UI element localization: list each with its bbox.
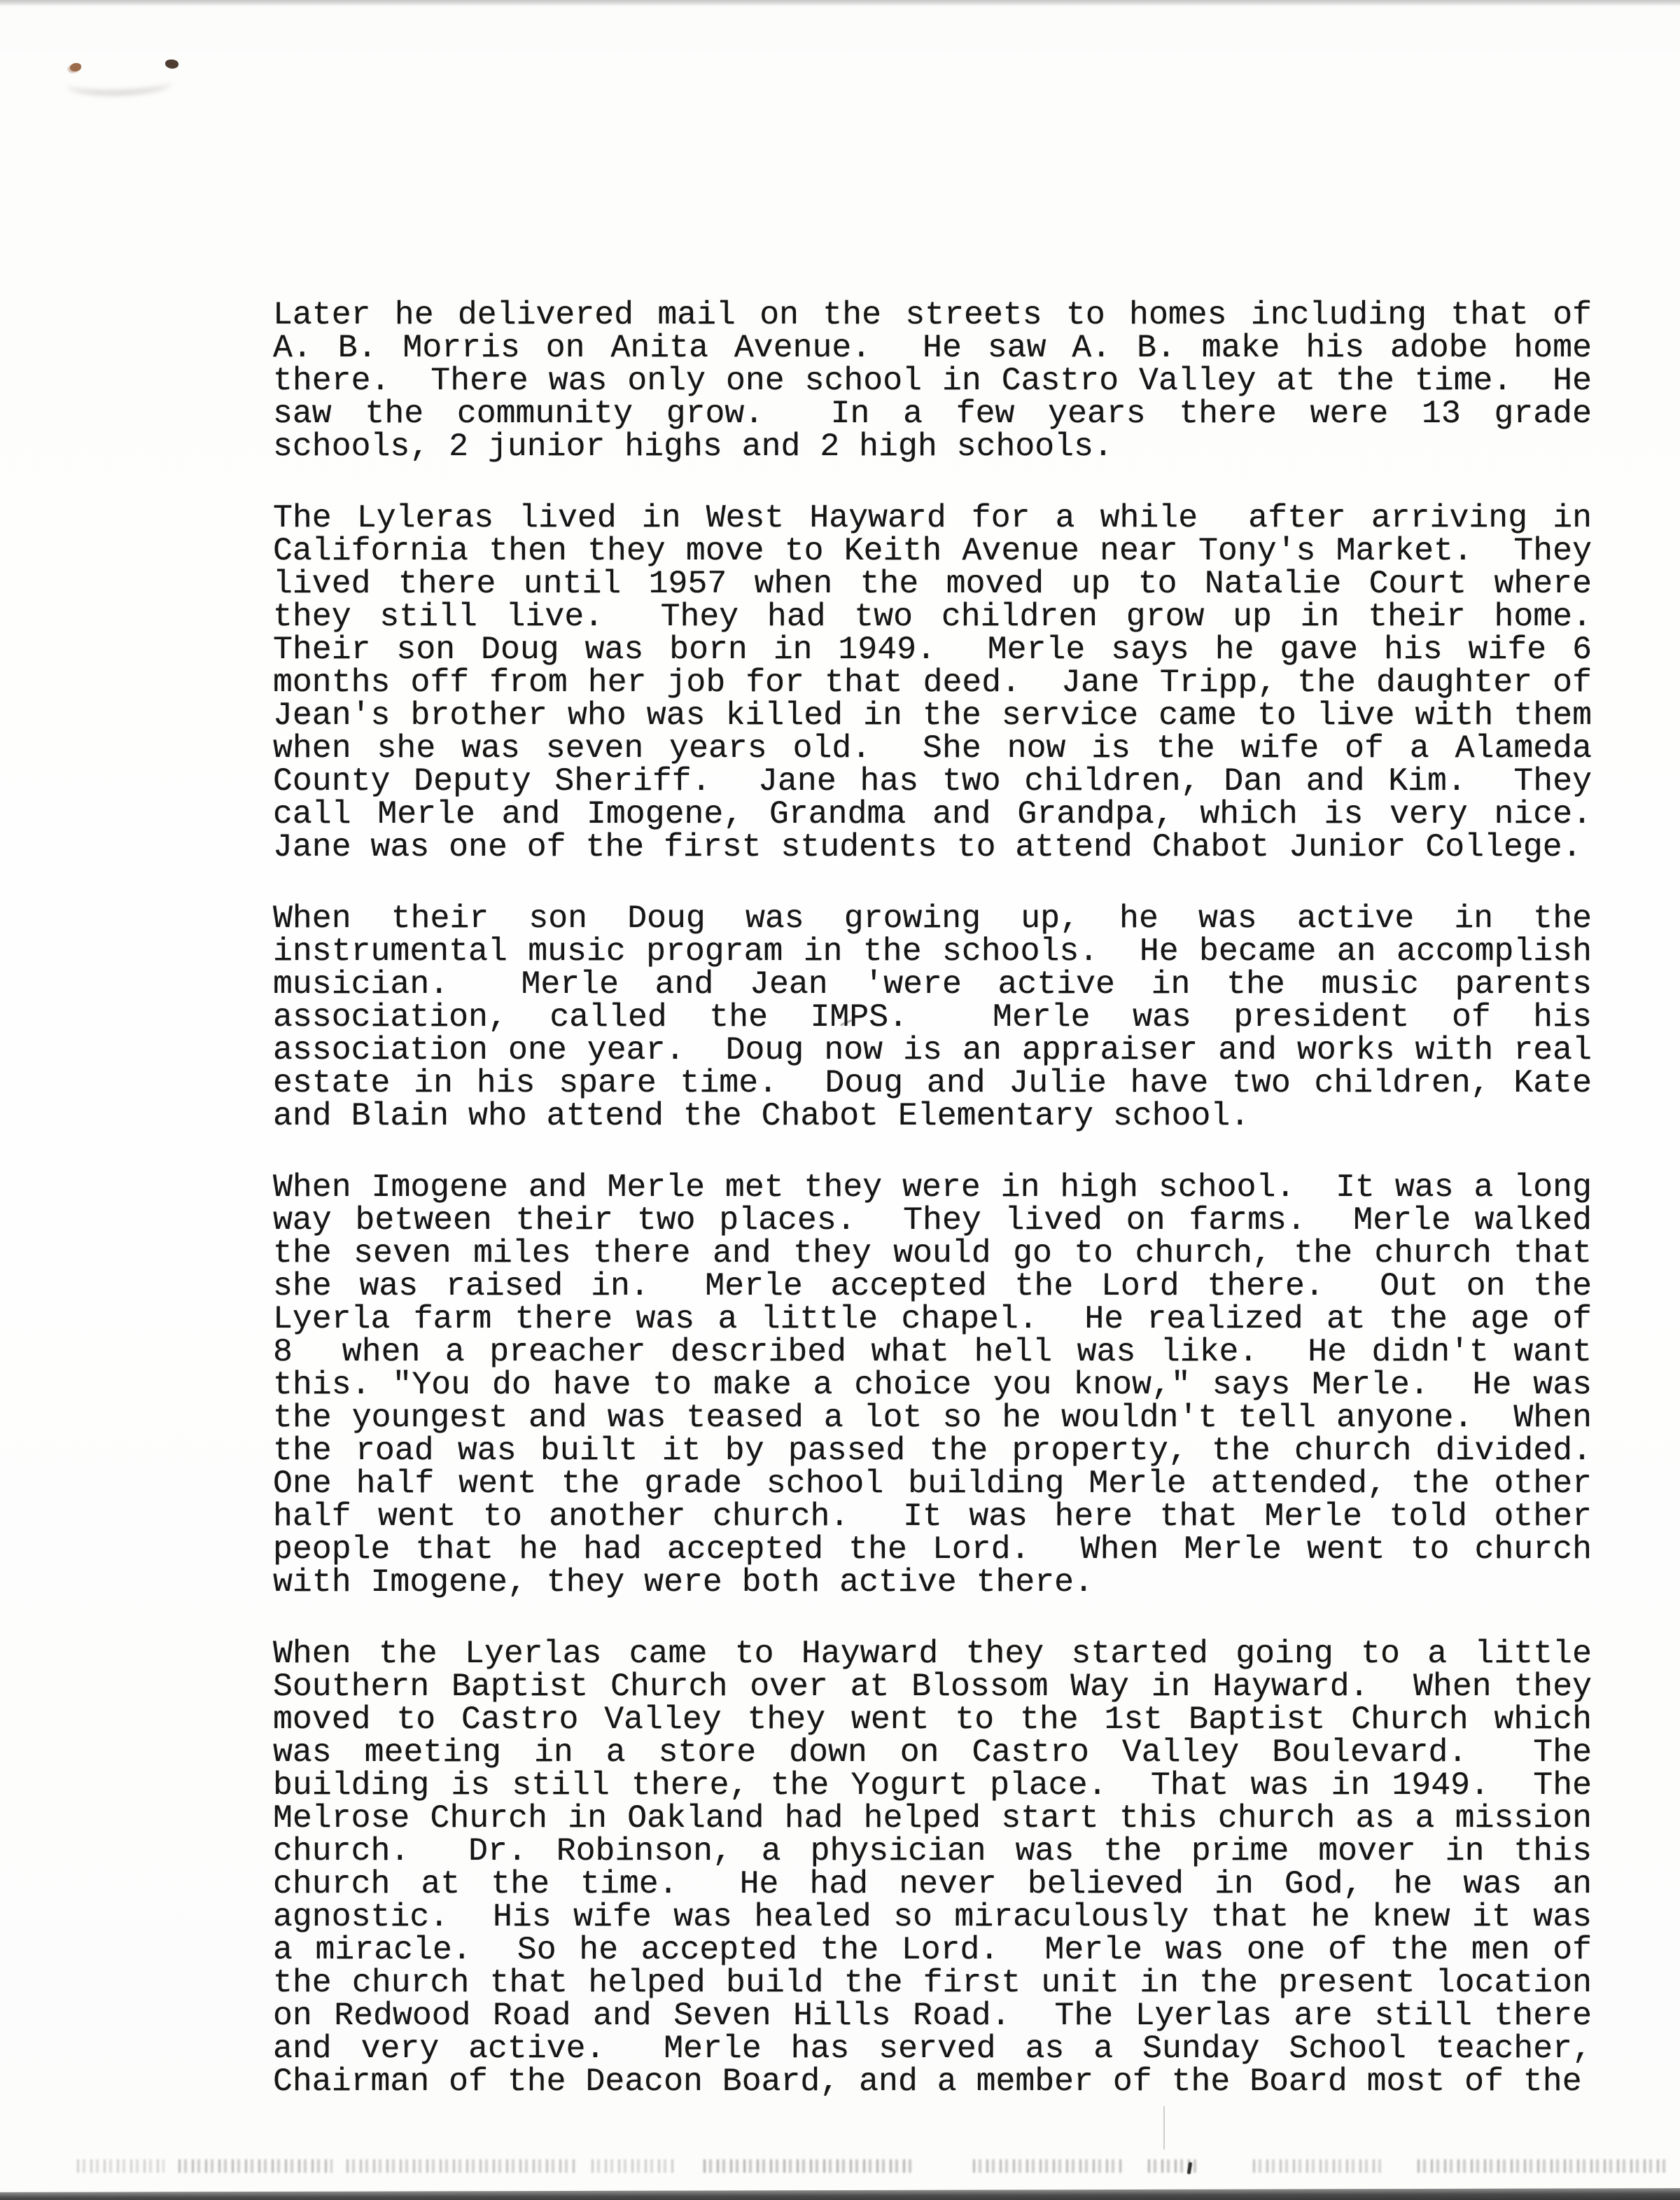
text-line: call Merle and Imogene, Grandma and Grandpa, which is very nice. (273, 795, 1592, 833)
smudge-segment (592, 2159, 676, 2173)
text-line: schools, 2 junior highs and 2 high schools. (273, 428, 1113, 465)
text-line: When Imogene and Merle met they were in high school. It was a long (273, 1169, 1592, 1206)
text-line: way between their two places. They lived on farms. Merle walked (273, 1202, 1592, 1239)
text-line: on Redwood Road and Seven Hills Road. The Lyerlas are still there (273, 1997, 1592, 2034)
text-line: the seven miles there and they would go to church, the church that (273, 1234, 1592, 1272)
text-line: saw the community grow. In a few years there were 13 grade (273, 395, 1592, 432)
text-line: and Blain who attend the Chabot Elementary school. (273, 1097, 1250, 1134)
text-line: this. "You do have to make a choice you know," says Merle. He was (273, 1366, 1592, 1403)
paragraph (273, 1637, 1592, 2098)
text-line: they still live. They had two children grow up in their home. (273, 598, 1592, 635)
typewritten-text-block (273, 298, 1592, 2098)
text-line: The Lyleras lived in West Hayward for a while after arriving in (273, 499, 1592, 536)
text-line: Jean's brother who was killed in the service came to live with them (273, 697, 1592, 734)
smudge-segment (178, 2159, 332, 2173)
text-line: instrumental music program in the schools. He became an accomplish (273, 933, 1592, 970)
smudge-segment (346, 2159, 578, 2173)
scan-scratch (1163, 2106, 1165, 2150)
text-line: Their son Doug was born in 1949. Merle says he gave his wife 6 (273, 631, 1592, 668)
smudge-segment (1253, 2159, 1382, 2173)
text-line: building is still there, the Yogurt place. That was in 1949. The (273, 1767, 1592, 1804)
text-line: the road was built it by passed the property, the church divided. (273, 1432, 1592, 1469)
scan-edge-top (0, 0, 1680, 6)
text-line: was meeting in a store down on Castro Valley Boulevard. The (273, 1734, 1592, 1771)
text-line: Chairman of the Deacon Board, and a member of the Board most of the (273, 2063, 1582, 2100)
text-line: County Deputy Sheriff. Jane has two children, Dan and Kim. They (273, 763, 1592, 800)
scan-edge-bottom (0, 2188, 1680, 2200)
paragraph (273, 1171, 1592, 1599)
text-line: half went to another church. It was here that Merle told other (273, 1498, 1592, 1535)
smudge-segment (77, 2159, 164, 2173)
text-line: estate in his spare time. Doug and Julie have two children, Kate (273, 1064, 1592, 1101)
text-line: Melrose Church in Oakland had helped start this church as a mission (273, 1799, 1592, 1837)
ink-speck (165, 60, 178, 69)
text-line: association, called the IMPS. Merle was president of his (273, 998, 1592, 1036)
paragraph (273, 501, 1592, 863)
text-line: the church that helped build the first unit in the present location (273, 1964, 1592, 2001)
text-line: the youngest and was teased a lot so he wouldn't tell anyone. When (273, 1399, 1592, 1436)
text-line: people that he had accepted the Lord. When Merle went to church (273, 1531, 1592, 1568)
text-line: and very active. Merle has served as a Sunday School teacher, (273, 2030, 1592, 2067)
text-line: lived there until 1957 when the moved up to Natalie Court where (273, 565, 1592, 602)
text-line: Jane was one of the first students to attend Chabot Junior College. (273, 828, 1582, 865)
ink-speck (70, 63, 81, 71)
text-line: California then they move to Keith Avenue near Tony's Market. They (273, 532, 1592, 569)
text-line: there. There was only one school in Castro Valley at the time. He (273, 362, 1592, 399)
text-line: with Imogene, they were both active there. (273, 1564, 1093, 1601)
smudge-segment (1418, 2159, 1670, 2173)
text-line: One half went the grade school building Merle attended, the other (273, 1465, 1592, 1502)
text-line: musician. Merle and Jean 'were active in the music parents (273, 966, 1592, 1003)
text-line: when she was seven years old. She now is the wife of a Alameda (273, 730, 1592, 767)
text-line: Southern Baptist Church over at Blossom Way in Hayward. When they (273, 1668, 1592, 1705)
paragraph (273, 298, 1592, 463)
text-line: church. Dr. Robinson, a physician was the prime mover in this (273, 1832, 1592, 1870)
text-line: moved to Castro Valley they went to the 1st Baptist Church which (273, 1701, 1592, 1738)
bleed-through-smudge-line (0, 2158, 1680, 2176)
text-line: months off from her job for that deed. Jane Tripp, the daughter of (273, 664, 1592, 701)
text-line: A. B. Morris on Anita Avenue. He saw A. B. make his adobe home (273, 329, 1592, 366)
text-line: When their son Doug was growing up, he was active in the (273, 900, 1592, 937)
text-line: Lyerla farm there was a little chapel. He realized at the age of (273, 1300, 1592, 1337)
text-line: she was raised in. Merle accepted the Lord there. Out on the (273, 1267, 1592, 1304)
text-line: Later he delivered mail on the streets to homes including that of (273, 296, 1592, 333)
text-line: church at the time. He had never believed in God, he was an (273, 1865, 1592, 1902)
text-line: a miracle. So he accepted the Lord. Merle was one of the men of (273, 1931, 1592, 1968)
text-line: agnostic. His wife was healed so miraculously that he knew it was (273, 1898, 1592, 1935)
text-line: association one year. Doug now is an appraiser and works with real (273, 1031, 1592, 1068)
smudge-segment (704, 2159, 913, 2173)
paragraph (273, 902, 1592, 1132)
smudge-mark (66, 71, 172, 96)
text-line: When the Lyerlas came to Hayward they started going to a little (273, 1635, 1592, 1672)
text-line: 8 when a preacher described what hell was like. He didn't want (273, 1333, 1592, 1370)
smudge-segment (973, 2159, 1124, 2173)
